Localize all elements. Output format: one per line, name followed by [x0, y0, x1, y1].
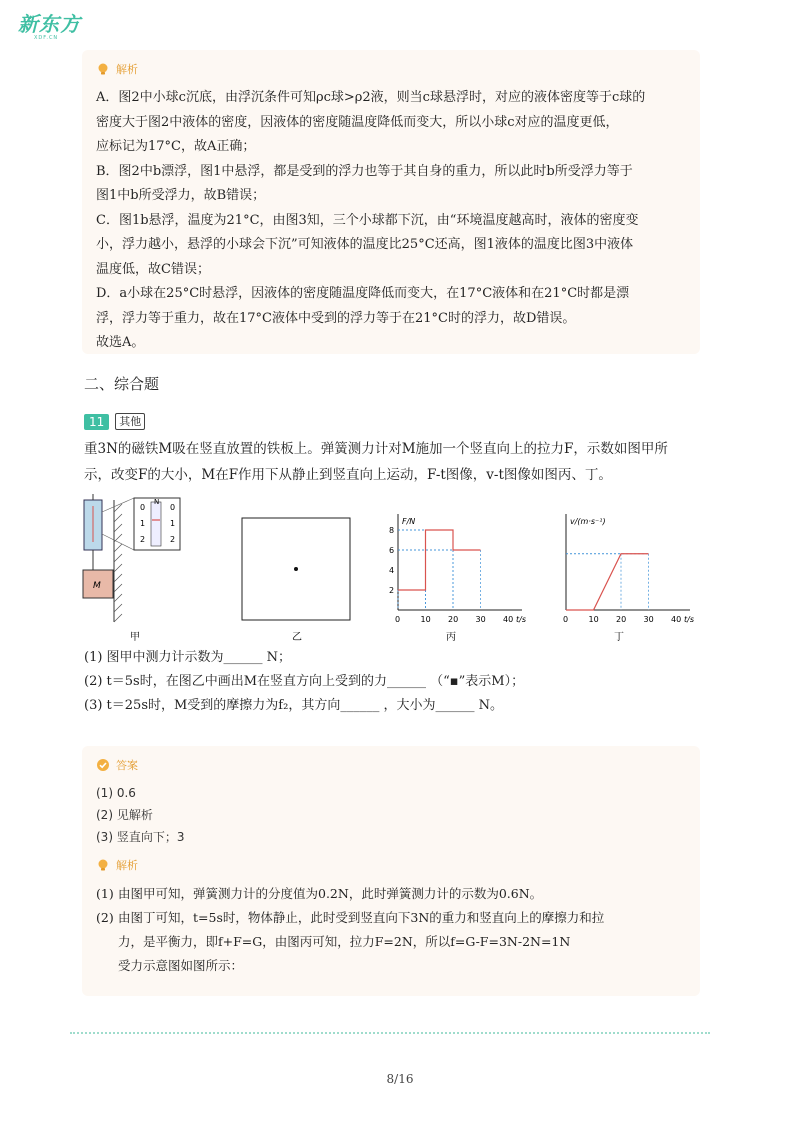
analysis-row-num [96, 954, 118, 978]
answer-tag [96, 756, 686, 774]
figure-ding-chart [544, 492, 694, 642]
series-line [566, 554, 649, 610]
x-axis-label: t/s [684, 615, 694, 624]
analysis-line: D．a小球在25°C时悬浮，因液体的密度随温度降低而变大，在17°C液体和在21°C时都是漂 [96, 286, 630, 301]
answer-box [82, 746, 700, 996]
analysis-line: A．图2中小球c沉底，由浮沉条件可知ρc球>ρ2液，则当c球悬浮时，对应的液体密度等于c球的 [96, 90, 646, 105]
answer-item: (3) 竖直向下；3 [96, 830, 185, 844]
scale-tick-2: 2 [140, 535, 146, 544]
figure-bing-chart [376, 492, 526, 642]
analysis-line: 温度低，故C错误； [96, 261, 210, 277]
y-tick-label: 2 [389, 586, 395, 595]
divider [70, 1032, 710, 1034]
question-stem [84, 436, 704, 488]
analysis-row [96, 882, 686, 906]
analysis-row [96, 906, 686, 930]
x-tick-label: 40 [671, 615, 682, 624]
x-tick-label: 0 [563, 615, 569, 624]
fig-label-yi: 乙 [292, 632, 302, 642]
analysis-row-num: (1) [96, 886, 114, 901]
sub-question: (2) t＝5s时，在图乙中画出M在竖直方向上受到的力______ （“▪”表示M）； [84, 674, 525, 689]
analysis-line: 小，浮力越小，悬浮的小球会下沉”可知液体的温度比25°C还高，图1液体的温度比图3中液体 [96, 237, 634, 252]
brand-logo [18, 8, 81, 41]
answer-list [96, 782, 686, 848]
figures [82, 492, 702, 642]
analysis-row [96, 930, 686, 954]
analysis-row [96, 954, 686, 978]
analysis-tag-2 [96, 856, 686, 874]
sub-questions [84, 648, 704, 720]
analysis-row-num [96, 930, 118, 954]
analysis-text [96, 86, 686, 356]
x-tick-label: 0 [395, 615, 401, 624]
check-badge-icon [96, 758, 110, 772]
scale-tick-1r: 1 [170, 519, 176, 528]
answer-item: (2) 见解析 [96, 808, 153, 822]
analysis-row-text: 受力示意图如图所示： [118, 958, 244, 973]
y-tick-label: 8 [389, 526, 395, 535]
analysis-line: B．图2中b漂浮，图1中悬浮，都是受到的浮力也等于其自身的重力，所以此时b所受浮力等于 [96, 163, 633, 179]
question-header [84, 413, 145, 430]
logo-sub: XDF.CN [34, 35, 59, 41]
analysis-row-num: (2) [96, 910, 114, 925]
object-dot [294, 567, 298, 571]
wall-hatch [114, 504, 122, 622]
scale-tick-0r: 0 [170, 503, 176, 512]
series-line [398, 530, 481, 590]
analysis-row-text: 由图甲可知，弹簧测力计的分度值为0.2N，此时弹簧测力计的示数为0.6N。 [118, 886, 543, 901]
scale-tick-0: 0 [140, 503, 146, 512]
analysis-line: 故选A。 [96, 335, 145, 350]
analysis-row-text: 由图丁可知，t=5s时，物体静止，此时受到竖直向下3N的重力和竖直向上的摩擦力和拉 [118, 910, 605, 925]
analysis-line: 密度大于图2中液体的密度，因液体的密度随温度降低而变大，所以小球c对应的温度更低， [96, 114, 619, 130]
analysis-label-2: 解析 [116, 859, 138, 872]
stem-line: 示，改变F的大小，M在F作用下从静止到竖直向上运动，F-t图像，v-t图像如图丙、丁。 [84, 467, 612, 483]
y-axis-label: F/N [402, 517, 416, 526]
sub-question: (1) 图甲中测力计示数为______ N； [84, 650, 292, 665]
fig-label-jia: 甲 [130, 632, 140, 642]
x-tick-label: 20 [616, 615, 627, 624]
block-label: M [93, 581, 101, 591]
page-number: 8/16 [386, 1072, 414, 1086]
answer-item: (1) 0.6 [96, 786, 136, 800]
figure-jia [82, 492, 192, 642]
analysis-list [96, 882, 686, 978]
x-axis-label: t/s [516, 615, 526, 624]
figure-yi [240, 492, 360, 642]
analysis-box-1 [82, 50, 700, 354]
scale-tick-1: 1 [140, 519, 146, 528]
section-title: 二、综合题 [84, 375, 160, 393]
x-tick-label: 30 [475, 615, 486, 624]
fig-label: 丁 [614, 632, 624, 642]
scale-unit: N [154, 498, 160, 506]
y-axis-label: v/(m·s⁻¹) [570, 517, 606, 526]
x-tick-label: 10 [420, 615, 431, 624]
y-tick-label: 6 [389, 546, 395, 555]
analysis-line: C．图1b悬浮，温度为21°C，由图3知，三个小球都下沉，由“环境温度越高时，液体的密度变 [96, 212, 639, 228]
y-tick-label: 4 [389, 566, 395, 575]
analysis-row-text: 力，是平衡力，即f+F=G，由图丙可知，拉力F=2N，所以f=G-F=3N-2N=1N [118, 934, 571, 949]
x-tick-label: 20 [448, 615, 459, 624]
stem-line: 重3N的磁铁M吸在竖直放置的铁板上。弹簧测力计对M施加一个竖直向上的拉力F，示数如图甲所 [84, 441, 668, 457]
x-tick-label: 40 [503, 615, 514, 624]
analysis-line: 应标记为17°C，故A正确； [96, 139, 256, 154]
question-number: 11 [84, 414, 109, 430]
lightbulb-icon [96, 62, 110, 76]
scale-tick-2r: 2 [170, 535, 176, 544]
x-tick-label: 10 [588, 615, 599, 624]
lightbulb-icon [96, 858, 110, 872]
x-tick-label: 30 [643, 615, 654, 624]
logo-text: 新东方 [18, 12, 81, 36]
analysis-label: 解析 [116, 63, 138, 76]
question-type: 其他 [115, 413, 145, 430]
sub-question: (3) t＝25s时，M受到的摩擦力为f₂，其方向______ ，大小为______ N。 [84, 698, 503, 713]
analysis-line: 浮，浮力等于重力，故在17°C液体中受到的浮力等于在21°C时的浮力，故D错误。 [96, 310, 576, 326]
fig-label: 丙 [446, 632, 456, 642]
analysis-tag [96, 60, 686, 78]
analysis-line: 图1中b所受浮力，故B错误； [96, 188, 266, 203]
answer-label: 答案 [116, 759, 138, 772]
